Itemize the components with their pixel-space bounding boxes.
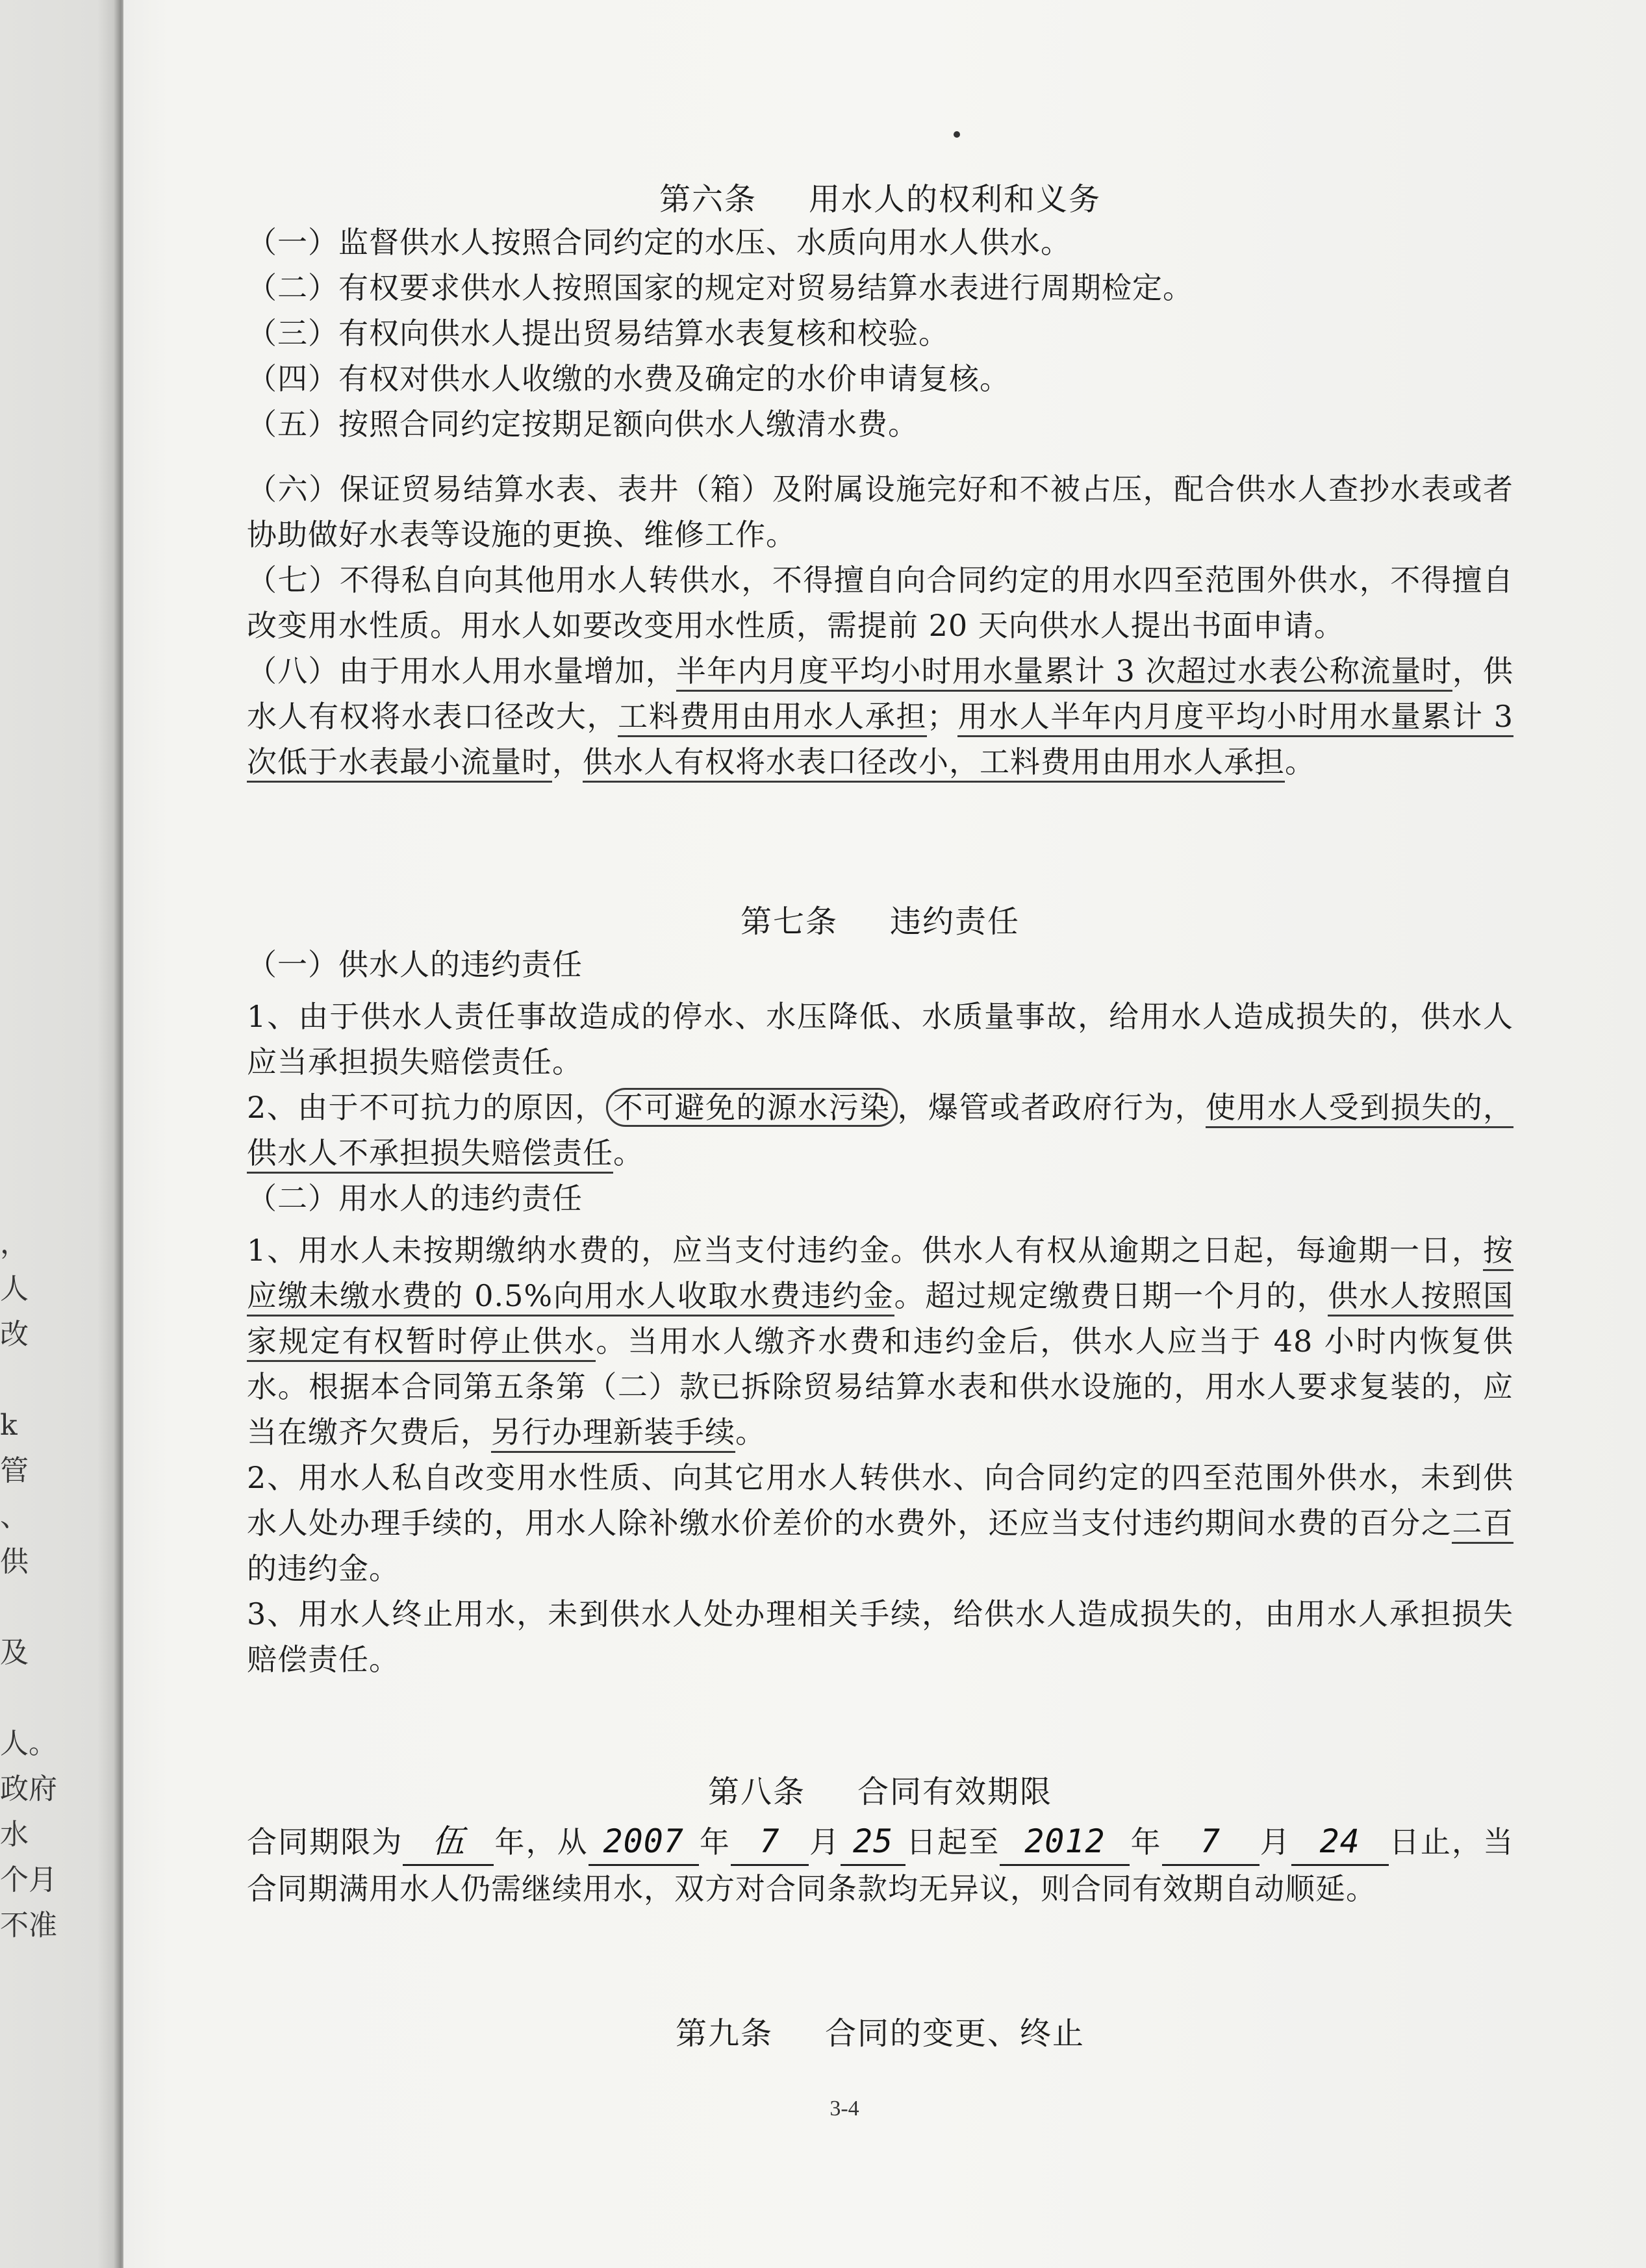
underlined-text: 使用水人受到损失的，供水人不承担损失赔偿责任 [247, 1090, 1513, 1174]
text-run: 日起至 [905, 1824, 1000, 1859]
edge-fragment: 水 [0, 1818, 29, 1851]
article-7-subheading-2: （二）用水人的违约责任 [247, 1181, 583, 1216]
article-6-item-6: （六）保证贸易结算水表、表井（箱）及附属设施完好和不被占压，配合供水人查抄水表或者协助做好水表等设施的更换、维修工作。 [247, 472, 1513, 552]
edge-fragment: 政府 [0, 1772, 57, 1806]
handwritten-start-day: 25 [841, 1819, 905, 1866]
text-run: 。 [613, 1135, 644, 1170]
edge-fragment [0, 1676, 65, 1721]
article-9-number: 第九条 [675, 2015, 773, 2052]
edge-fragment: k [0, 1409, 18, 1442]
article-6-item-2: （二）有权要求供水人按照国家的规定对贸易结算水表进行周期检定。 [247, 270, 1193, 305]
edge-fragment: 人。 [0, 1727, 57, 1760]
text-run: 。超过规定缴费日期一个月的， [894, 1278, 1328, 1313]
article-8-number: 第八条 [707, 1774, 805, 1810]
text-run: （八）由于用水人用水量增加， [247, 653, 676, 688]
edge-fragment: ， [0, 1227, 29, 1260]
underlined-text: 用水人半年内月度平均小时用水量累计 3 次低于水表最小流量时 [247, 699, 1513, 783]
article-7-title: 违约责任 [890, 903, 1020, 940]
edge-fragment: 及 [0, 1636, 29, 1669]
underlined-text: 半年内月度平均小时用水量累计 3 次超过水表公称流量时 [676, 653, 1452, 692]
article-9-title: 合同的变更、终止 [825, 2015, 1085, 2052]
article-7-paragraph-3 [247, 1228, 1513, 1455]
text-run: 1、用水人未按期缴纳水费的，应当支付违约金。供水人有权从逾期之日起，每逾期一日， [247, 1233, 1483, 1268]
text-run: 日止，当合同期满用水人仍需继续用水，双方对合同条款均无异议，则合同有效期自动顺延。 [247, 1824, 1514, 1906]
article-9-heading [247, 2008, 1513, 2053]
text-run: ，供水人有权将水表口径改大， [247, 653, 1514, 734]
page-number: 3-4 [829, 2097, 859, 2121]
text-run: 2、由于不可抗力的原因， [247, 1090, 606, 1125]
article-7-paragraph-5: 3、用水人终止用水，未到供水人处办理相关手续，给供水人造成损失的，由用水人承担损失赔偿责任。 [247, 1596, 1513, 1677]
edge-fragment: 供 [0, 1545, 29, 1578]
article-8-title: 合同有效期限 [857, 1774, 1053, 1810]
underlined-text: 按应缴未缴水费的 0.5%向用水人收取水费违约金 [247, 1233, 1513, 1317]
text-run: 合同期限为 [247, 1824, 403, 1859]
text-run: 月 [808, 1824, 841, 1859]
article-6-item-4: （四）有权对供水人收缴的水费及确定的水价申请复核。 [247, 361, 1010, 396]
text-run: 年 [698, 1824, 731, 1859]
underlined-text: 二百 [1452, 1506, 1513, 1544]
text-run: 月 [1259, 1824, 1291, 1859]
text-run: ， [552, 744, 583, 779]
underlined-text: 供水人有权将水表口径改小，工料费用由用水人承担 [583, 744, 1285, 783]
edge-fragment: 改 [0, 1318, 29, 1351]
text-run: 年 [1130, 1824, 1162, 1859]
text-run: 年，从 [494, 1824, 589, 1859]
article-6-item-5: （五）按照合同约定按期足额向供水人缴清水费。 [247, 407, 918, 442]
edge-fragment: 、 [0, 1500, 29, 1533]
edge-fragment: 不准 [0, 1909, 57, 1942]
article-6-number: 第六条 [659, 181, 757, 218]
handwritten-end-day: 24 [1291, 1819, 1389, 1866]
text-run: ； [926, 699, 957, 734]
edge-fragment [0, 1585, 65, 1630]
underlined-text: 工料费用由用水人承担 [618, 699, 927, 737]
article-6-item-3: （三）有权向供水人提出贸易结算水表复核和校验。 [247, 316, 949, 351]
edge-fragment: 管 [0, 1454, 29, 1487]
handwritten-start-month: 7 [731, 1819, 809, 1866]
article-7-paragraph-4 [247, 1455, 1513, 1591]
article-7-paragraph-2 [247, 1085, 1513, 1176]
article-6-item-7: （七）不得私自向其他用水人转供水，不得擅自向合同约定的用水四至范围外供水，不得擅自改变用水性质。用水人如要改变用水性质，需提前 20 天向供水人提出书面申请。 [247, 562, 1513, 643]
edge-fragment [0, 1357, 65, 1403]
article-7-subheading-1: （一）供水人的违约责任 [247, 947, 583, 982]
scan-speck [954, 131, 960, 138]
handwritten-years: 伍 [403, 1819, 494, 1866]
handwritten-start-year: 2007 [589, 1819, 699, 1866]
edge-fragment: 人 [0, 1272, 29, 1305]
text-run: 。 [1285, 744, 1315, 779]
article-6-title: 用水人的权利和义务 [809, 181, 1102, 218]
text-run: 。 [735, 1415, 766, 1450]
edge-fragment: 个月 [0, 1863, 57, 1896]
article-7-paragraph-1: 1、由于供水人责任事故造成的停水、水压降低、水质量事故，给用水人造成损失的，供水人应当承担损失赔偿责任。 [247, 999, 1513, 1079]
previous-page-edge-text [0, 1221, 65, 1948]
handwritten-end-month: 7 [1162, 1819, 1260, 1866]
article-7-number: 第七条 [740, 903, 838, 940]
text-run: ，爆管或者政府行为， [897, 1090, 1206, 1125]
article-6-item-8 [247, 648, 1513, 785]
circled-text: 不可避免的源水污染 [606, 1088, 898, 1127]
text-run: 。当用水人缴齐水费和违约金后，供水人应当于 48 小时内恢复供水。根据本合同第五条第（二）款已拆除贸易结算水表和供水设施的，用水人要求复装的，应当在缴齐欠费后， [247, 1324, 1514, 1450]
text-run: 的违约金。 [247, 1551, 399, 1586]
text-run: 2、用水人私自改变用水性质、向其它用水人转供水、向合同约定的四至范围外供水，未到供水人处办理手续的，用水人除补缴水价差价的水费外，还应当支付违约期间水费的百分之 [247, 1460, 1513, 1541]
handwritten-end-year: 2012 [1000, 1819, 1130, 1866]
article-8-heading [247, 1767, 1513, 1811]
underlined-text: 供水人按照国家规定有权暂时停止供水 [247, 1278, 1513, 1362]
article-6-item-1: （一）监督供水人按照合同约定的水压、水质向用水人供水。 [247, 225, 1071, 260]
article-8-paragraph [247, 1819, 1513, 1911]
article-6-heading [247, 174, 1513, 219]
article-7-heading [247, 896, 1513, 941]
underlined-text: 另行办理新装手续 [491, 1415, 735, 1453]
